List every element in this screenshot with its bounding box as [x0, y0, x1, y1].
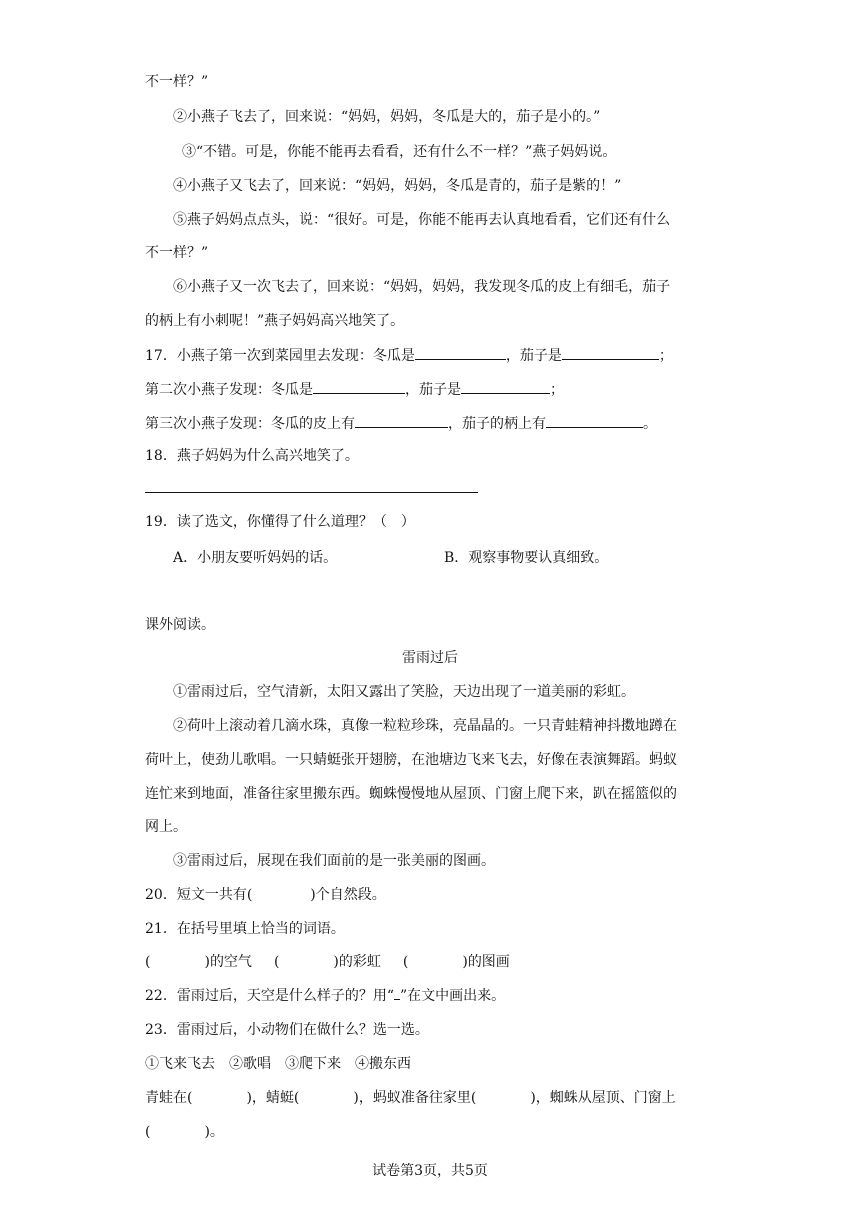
- option-b[interactable]: B．观察事物要认真细致。: [444, 550, 609, 566]
- question-23-choices: ①飞来飞去 ②歌唱 ③爬下来 ④搬东西: [145, 1056, 411, 1072]
- story1-line: 不一样？”: [145, 74, 209, 90]
- question-17-line3: 第三次小燕子发现：冬瓜的皮上有 ，茄子的柄上有 。: [145, 413, 657, 434]
- question-22: 22．雷雨过后，天空是什么样子的？用“ ”在文中画出来。: [145, 988, 506, 1004]
- answer-blank[interactable]: [461, 379, 550, 394]
- page-footer: 试卷第3页，共5页: [372, 1163, 488, 1179]
- question-19: 19．读了选文，你懂得了什么道理？（ ）: [145, 514, 415, 530]
- question-21: 21．在括号里填上恰当的词语。: [145, 921, 345, 937]
- story1-line: ⑥小燕子又一次飞去了，回来说：“妈妈，妈妈，我发现冬瓜的皮上有细毛，茄子: [173, 279, 671, 295]
- question-20: 20．短文一共有( )个自然段。: [145, 887, 386, 903]
- passage-line: ③雷雨过后，展现在我们面前的是一张美丽的图画。: [173, 853, 495, 869]
- question-23-line2: ( )。: [145, 1124, 224, 1140]
- answer-blank[interactable]: [546, 413, 643, 428]
- story1-line: ③“不错。可是，你能不能再去看看，还有什么不一样？”燕子妈妈说。: [182, 144, 617, 160]
- question-18: 18．燕子妈妈为什么高兴地笑了。: [145, 448, 359, 464]
- question-17-line2: 第二次小燕子发现：冬瓜是 ，茄子是 ；: [145, 379, 564, 400]
- passage-line: 连忙来到地面，准备往家里搬东西。蜘蛛慢慢地从屋顶、门窗上爬下来，趴在摇篮似的: [145, 786, 677, 802]
- passage-line: ①雷雨过后，空气清新，太阳又露出了笑脸，天边出现了一道美丽的彩虹。: [173, 684, 635, 700]
- passage-line: ②荷叶上滚动着几滴水珠，真像一粒粒珍珠，亮晶晶的。一只青蛙精神抖擞地蹲在: [173, 718, 677, 734]
- story1-line: ⑤燕子妈妈点点头，说：“很好。可是，你能不能再去认真地看看，它们还有什么: [173, 212, 671, 228]
- story1-line: ②小燕子飞去了，回来说：“妈妈，妈妈，冬瓜是大的，茄子是小的。”: [173, 109, 601, 125]
- answer-blank[interactable]: [355, 413, 448, 428]
- story1-line: 不一样？”: [145, 245, 209, 261]
- passage-line: 荷叶上，使劲儿歌唱。一只蜻蜓张开翅膀，在池塘边飞来飞去，好像在表演舞蹈。蚂蚁: [145, 752, 677, 768]
- question-23: 23．雷雨过后，小动物们在做什么？选一选。: [145, 1022, 429, 1038]
- answer-line[interactable]: [145, 492, 478, 493]
- passage-title: 雷雨过后: [402, 650, 458, 666]
- answer-blank[interactable]: [562, 345, 659, 360]
- story1-line: ④小燕子又飞去了，回来说：“妈妈，妈妈，冬瓜是青的，茄子是紫的！”: [173, 178, 622, 194]
- passage-line: 网上。: [145, 819, 187, 835]
- option-a[interactable]: A．小朋友要听妈妈的话。: [173, 550, 338, 566]
- story1-line: 的柄上有小刺呢！”燕子妈妈高兴地笑了。: [145, 313, 405, 329]
- question-23-line1: 青蛙在( )，蜻蜓( )，蚂蚁准备往家里( )，蜘蛛从屋顶、门窗上: [145, 1090, 676, 1106]
- section-heading: 课外阅读。: [145, 617, 215, 633]
- answer-blank[interactable]: [313, 379, 405, 394]
- question-19-options: [173, 548, 773, 568]
- answer-blank[interactable]: [415, 345, 506, 360]
- question-17-line1: 17．小燕子第一次到菜园里去发现：冬瓜是 ，茄子是 ；: [145, 345, 673, 366]
- question-21-blanks: ( )的空气 ( )的彩虹 ( )的图画: [145, 954, 510, 970]
